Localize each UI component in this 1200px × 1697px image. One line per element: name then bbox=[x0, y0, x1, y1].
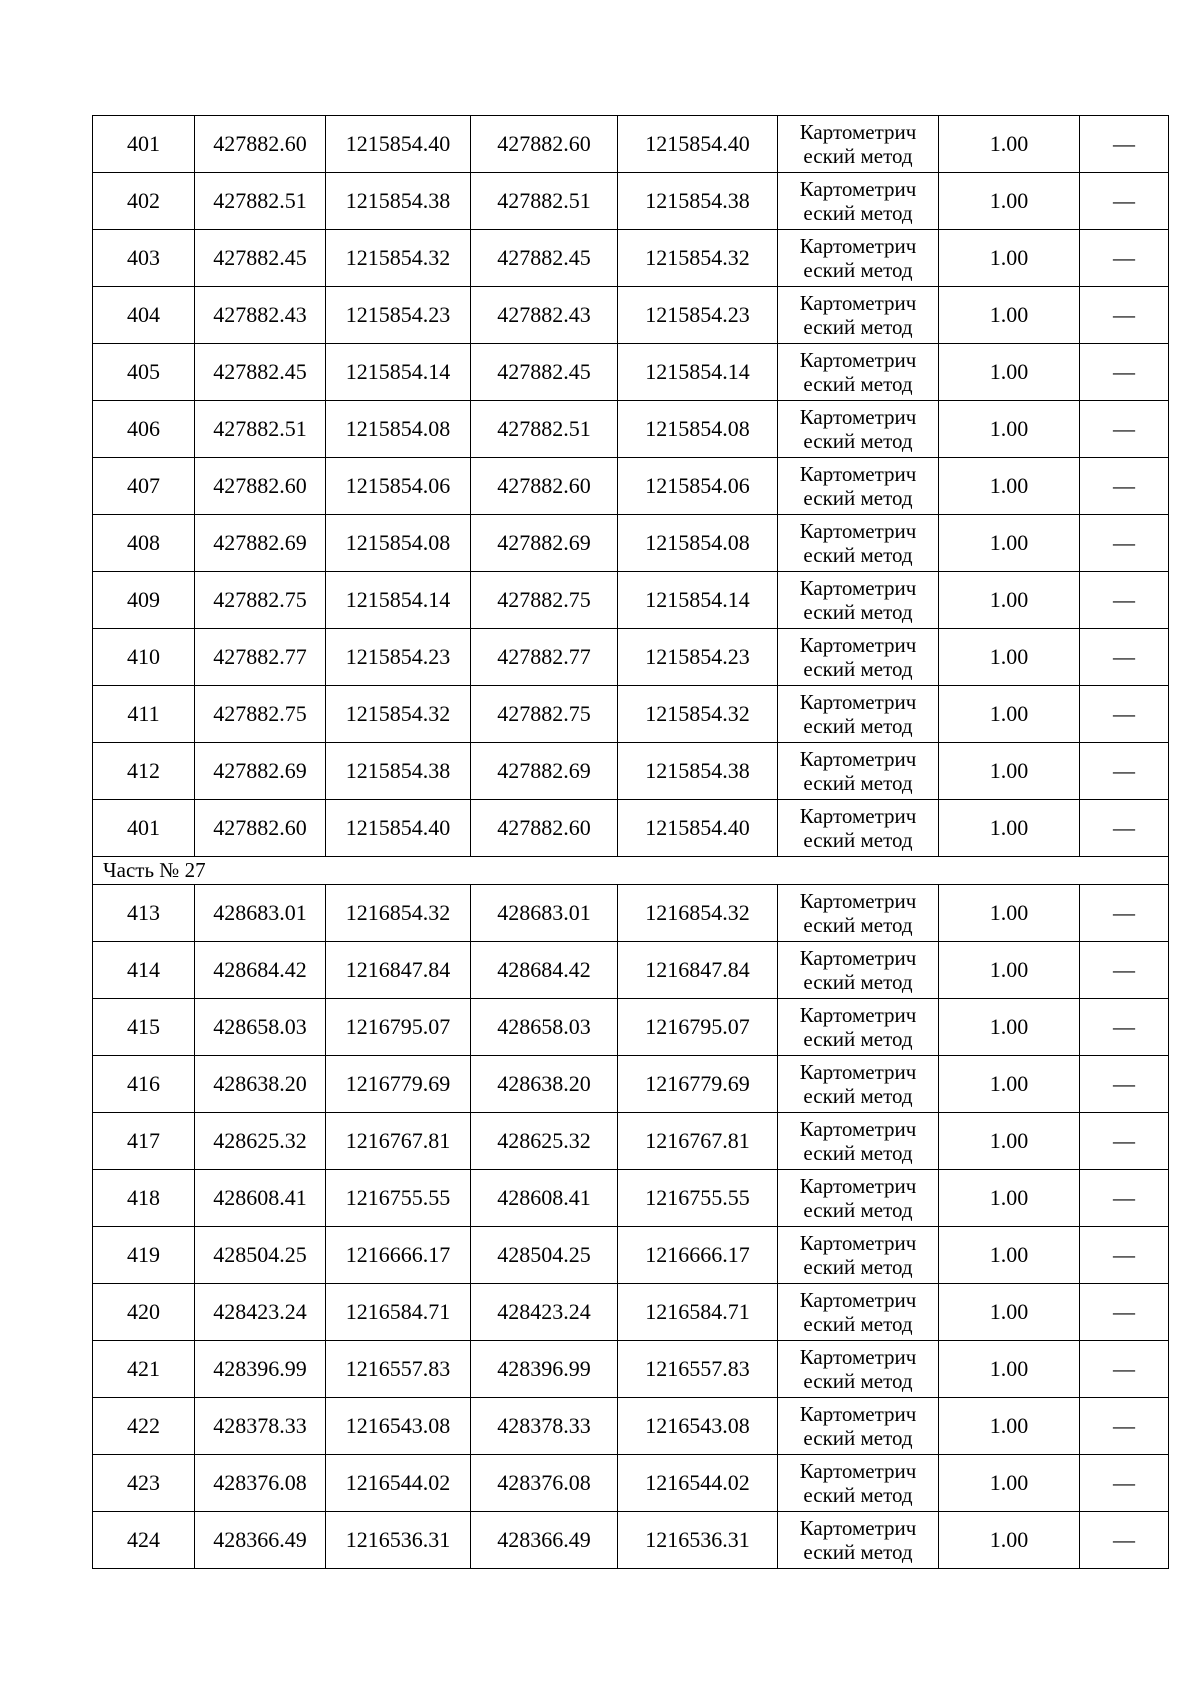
table-row bbox=[93, 1284, 1169, 1341]
dash-cell: — bbox=[1080, 1398, 1169, 1455]
point-number-cell: 421 bbox=[93, 1341, 195, 1398]
x-coordinate-cell: 427882.51 bbox=[471, 401, 618, 458]
section-label: Часть № 27 bbox=[93, 857, 1169, 885]
dash-cell: — bbox=[1080, 1227, 1169, 1284]
accuracy-cell: 1.00 bbox=[939, 1113, 1080, 1170]
method-cell: Картометрич еский метод bbox=[778, 572, 939, 629]
x-coordinate-cell: 427882.60 bbox=[195, 800, 326, 857]
x-coordinate-cell: 428684.42 bbox=[471, 942, 618, 999]
accuracy-cell: 1.00 bbox=[939, 230, 1080, 287]
method-cell: Картометрич еский метод bbox=[778, 344, 939, 401]
y-coordinate-cell: 1216795.07 bbox=[326, 999, 471, 1056]
table-row bbox=[93, 1512, 1169, 1569]
accuracy-cell: 1.00 bbox=[939, 743, 1080, 800]
x-coordinate-cell: 428504.25 bbox=[471, 1227, 618, 1284]
point-number-cell: 417 bbox=[93, 1113, 195, 1170]
accuracy-cell: 1.00 bbox=[939, 1341, 1080, 1398]
x-coordinate-cell: 428625.32 bbox=[471, 1113, 618, 1170]
method-cell: Картометрич еский метод bbox=[778, 116, 939, 173]
y-coordinate-cell: 1216584.71 bbox=[326, 1284, 471, 1341]
x-coordinate-cell: 427882.51 bbox=[195, 173, 326, 230]
dash-cell: — bbox=[1080, 287, 1169, 344]
dash-cell: — bbox=[1080, 401, 1169, 458]
point-number-cell: 423 bbox=[93, 1455, 195, 1512]
point-number-cell: 406 bbox=[93, 401, 195, 458]
accuracy-cell: 1.00 bbox=[939, 1284, 1080, 1341]
y-coordinate-cell: 1216854.32 bbox=[618, 885, 778, 942]
x-coordinate-cell: 428684.42 bbox=[195, 942, 326, 999]
y-coordinate-cell: 1215854.23 bbox=[326, 629, 471, 686]
method-cell: Картометрич еский метод bbox=[778, 743, 939, 800]
accuracy-cell: 1.00 bbox=[939, 800, 1080, 857]
x-coordinate-cell: 427882.60 bbox=[471, 800, 618, 857]
x-coordinate-cell: 427882.75 bbox=[195, 686, 326, 743]
x-coordinate-cell: 428625.32 bbox=[195, 1113, 326, 1170]
accuracy-cell: 1.00 bbox=[939, 629, 1080, 686]
x-coordinate-cell: 428396.99 bbox=[471, 1341, 618, 1398]
accuracy-cell: 1.00 bbox=[939, 1398, 1080, 1455]
y-coordinate-cell: 1216795.07 bbox=[618, 999, 778, 1056]
y-coordinate-cell: 1215854.40 bbox=[326, 116, 471, 173]
method-cell: Картометрич еский метод bbox=[778, 515, 939, 572]
x-coordinate-cell: 427882.69 bbox=[471, 515, 618, 572]
y-coordinate-cell: 1215854.08 bbox=[618, 401, 778, 458]
dash-cell: — bbox=[1080, 1455, 1169, 1512]
method-cell: Картометрич еский метод bbox=[778, 401, 939, 458]
method-cell: Картометрич еский метод bbox=[778, 1227, 939, 1284]
accuracy-cell: 1.00 bbox=[939, 1512, 1080, 1569]
accuracy-cell: 1.00 bbox=[939, 116, 1080, 173]
y-coordinate-cell: 1215854.14 bbox=[618, 344, 778, 401]
dash-cell: — bbox=[1080, 999, 1169, 1056]
point-number-cell: 403 bbox=[93, 230, 195, 287]
y-coordinate-cell: 1216543.08 bbox=[326, 1398, 471, 1455]
y-coordinate-cell: 1215854.40 bbox=[618, 116, 778, 173]
y-coordinate-cell: 1216755.55 bbox=[326, 1170, 471, 1227]
x-coordinate-cell: 428396.99 bbox=[195, 1341, 326, 1398]
y-coordinate-cell: 1216666.17 bbox=[326, 1227, 471, 1284]
x-coordinate-cell: 428608.41 bbox=[195, 1170, 326, 1227]
y-coordinate-cell: 1216557.83 bbox=[326, 1341, 471, 1398]
x-coordinate-cell: 427882.43 bbox=[195, 287, 326, 344]
y-coordinate-cell: 1216584.71 bbox=[618, 1284, 778, 1341]
y-coordinate-cell: 1215854.32 bbox=[618, 686, 778, 743]
table-row bbox=[93, 686, 1169, 743]
dash-cell: — bbox=[1080, 942, 1169, 999]
point-number-cell: 411 bbox=[93, 686, 195, 743]
dash-cell: — bbox=[1080, 686, 1169, 743]
method-cell: Картометрич еский метод bbox=[778, 686, 939, 743]
y-coordinate-cell: 1216536.31 bbox=[326, 1512, 471, 1569]
dash-cell: — bbox=[1080, 1512, 1169, 1569]
method-cell: Картометрич еский метод bbox=[778, 800, 939, 857]
y-coordinate-cell: 1216847.84 bbox=[618, 942, 778, 999]
method-cell: Картометрич еский метод bbox=[778, 1398, 939, 1455]
point-number-cell: 401 bbox=[93, 800, 195, 857]
accuracy-cell: 1.00 bbox=[939, 1170, 1080, 1227]
dash-cell: — bbox=[1080, 173, 1169, 230]
x-coordinate-cell: 427882.60 bbox=[471, 116, 618, 173]
y-coordinate-cell: 1215854.14 bbox=[326, 344, 471, 401]
method-cell: Картометрич еский метод bbox=[778, 173, 939, 230]
point-number-cell: 409 bbox=[93, 572, 195, 629]
x-coordinate-cell: 428638.20 bbox=[195, 1056, 326, 1113]
table-row bbox=[93, 1170, 1169, 1227]
x-coordinate-cell: 427882.69 bbox=[471, 743, 618, 800]
x-coordinate-cell: 427882.45 bbox=[195, 230, 326, 287]
table-row bbox=[93, 572, 1169, 629]
x-coordinate-cell: 427882.43 bbox=[471, 287, 618, 344]
dash-cell: — bbox=[1080, 1284, 1169, 1341]
dash-cell: — bbox=[1080, 230, 1169, 287]
table-row bbox=[93, 800, 1169, 857]
x-coordinate-cell: 428504.25 bbox=[195, 1227, 326, 1284]
table-row bbox=[93, 1455, 1169, 1512]
method-cell: Картометрич еский метод bbox=[778, 629, 939, 686]
table-row bbox=[93, 287, 1169, 344]
table-row bbox=[93, 1341, 1169, 1398]
y-coordinate-cell: 1215854.38 bbox=[618, 743, 778, 800]
y-coordinate-cell: 1216544.02 bbox=[326, 1455, 471, 1512]
table-row bbox=[93, 515, 1169, 572]
accuracy-cell: 1.00 bbox=[939, 942, 1080, 999]
dash-cell: — bbox=[1080, 629, 1169, 686]
y-coordinate-cell: 1215854.08 bbox=[326, 401, 471, 458]
table-row bbox=[93, 401, 1169, 458]
dash-cell: — bbox=[1080, 800, 1169, 857]
point-number-cell: 412 bbox=[93, 743, 195, 800]
table-row bbox=[93, 230, 1169, 287]
method-cell: Картометрич еский метод bbox=[778, 1512, 939, 1569]
y-coordinate-cell: 1216779.69 bbox=[326, 1056, 471, 1113]
x-coordinate-cell: 427882.60 bbox=[195, 116, 326, 173]
method-cell: Картометрич еский метод bbox=[778, 287, 939, 344]
x-coordinate-cell: 427882.60 bbox=[195, 458, 326, 515]
accuracy-cell: 1.00 bbox=[939, 999, 1080, 1056]
table-row bbox=[93, 1056, 1169, 1113]
x-coordinate-cell: 427882.45 bbox=[471, 230, 618, 287]
y-coordinate-cell: 1216557.83 bbox=[618, 1341, 778, 1398]
dash-cell: — bbox=[1080, 1341, 1169, 1398]
y-coordinate-cell: 1216544.02 bbox=[618, 1455, 778, 1512]
coordinates-table-body bbox=[93, 116, 1169, 1569]
accuracy-cell: 1.00 bbox=[939, 344, 1080, 401]
table-row bbox=[93, 942, 1169, 999]
table-row bbox=[93, 743, 1169, 800]
x-coordinate-cell: 427882.77 bbox=[471, 629, 618, 686]
y-coordinate-cell: 1215854.14 bbox=[326, 572, 471, 629]
point-number-cell: 415 bbox=[93, 999, 195, 1056]
x-coordinate-cell: 427882.75 bbox=[195, 572, 326, 629]
accuracy-cell: 1.00 bbox=[939, 1056, 1080, 1113]
y-coordinate-cell: 1215854.23 bbox=[618, 287, 778, 344]
accuracy-cell: 1.00 bbox=[939, 1455, 1080, 1512]
table-row bbox=[93, 1398, 1169, 1455]
accuracy-cell: 1.00 bbox=[939, 173, 1080, 230]
point-number-cell: 404 bbox=[93, 287, 195, 344]
point-number-cell: 418 bbox=[93, 1170, 195, 1227]
x-coordinate-cell: 427882.45 bbox=[471, 344, 618, 401]
x-coordinate-cell: 428658.03 bbox=[471, 999, 618, 1056]
x-coordinate-cell: 428608.41 bbox=[471, 1170, 618, 1227]
section-header-row bbox=[93, 857, 1169, 885]
point-number-cell: 405 bbox=[93, 344, 195, 401]
point-number-cell: 422 bbox=[93, 1398, 195, 1455]
point-number-cell: 420 bbox=[93, 1284, 195, 1341]
method-cell: Картометрич еский метод bbox=[778, 1455, 939, 1512]
x-coordinate-cell: 427882.51 bbox=[195, 401, 326, 458]
dash-cell: — bbox=[1080, 1056, 1169, 1113]
dash-cell: — bbox=[1080, 515, 1169, 572]
dash-cell: — bbox=[1080, 572, 1169, 629]
x-coordinate-cell: 427882.60 bbox=[471, 458, 618, 515]
table-row bbox=[93, 173, 1169, 230]
dash-cell: — bbox=[1080, 743, 1169, 800]
dash-cell: — bbox=[1080, 1170, 1169, 1227]
x-coordinate-cell: 427882.77 bbox=[195, 629, 326, 686]
y-coordinate-cell: 1215854.06 bbox=[618, 458, 778, 515]
x-coordinate-cell: 428683.01 bbox=[471, 885, 618, 942]
y-coordinate-cell: 1215854.32 bbox=[326, 686, 471, 743]
y-coordinate-cell: 1215854.06 bbox=[326, 458, 471, 515]
y-coordinate-cell: 1215854.38 bbox=[618, 173, 778, 230]
x-coordinate-cell: 428683.01 bbox=[195, 885, 326, 942]
x-coordinate-cell: 428423.24 bbox=[195, 1284, 326, 1341]
accuracy-cell: 1.00 bbox=[939, 885, 1080, 942]
y-coordinate-cell: 1216666.17 bbox=[618, 1227, 778, 1284]
method-cell: Картометрич еский метод bbox=[778, 230, 939, 287]
y-coordinate-cell: 1216543.08 bbox=[618, 1398, 778, 1455]
method-cell: Картометрич еский метод bbox=[778, 1284, 939, 1341]
accuracy-cell: 1.00 bbox=[939, 572, 1080, 629]
table-row bbox=[93, 344, 1169, 401]
accuracy-cell: 1.00 bbox=[939, 686, 1080, 743]
accuracy-cell: 1.00 bbox=[939, 401, 1080, 458]
y-coordinate-cell: 1215854.40 bbox=[326, 800, 471, 857]
coordinates-table bbox=[92, 115, 1169, 1569]
y-coordinate-cell: 1215854.08 bbox=[618, 515, 778, 572]
y-coordinate-cell: 1215854.23 bbox=[618, 629, 778, 686]
point-number-cell: 402 bbox=[93, 173, 195, 230]
dash-cell: — bbox=[1080, 1113, 1169, 1170]
point-number-cell: 401 bbox=[93, 116, 195, 173]
accuracy-cell: 1.00 bbox=[939, 458, 1080, 515]
y-coordinate-cell: 1216755.55 bbox=[618, 1170, 778, 1227]
x-coordinate-cell: 427882.69 bbox=[195, 743, 326, 800]
point-number-cell: 413 bbox=[93, 885, 195, 942]
method-cell: Картометрич еский метод bbox=[778, 885, 939, 942]
x-coordinate-cell: 427882.45 bbox=[195, 344, 326, 401]
y-coordinate-cell: 1215854.32 bbox=[326, 230, 471, 287]
x-coordinate-cell: 428658.03 bbox=[195, 999, 326, 1056]
method-cell: Картометрич еский метод bbox=[778, 942, 939, 999]
dash-cell: — bbox=[1080, 116, 1169, 173]
x-coordinate-cell: 428638.20 bbox=[471, 1056, 618, 1113]
y-coordinate-cell: 1215854.38 bbox=[326, 173, 471, 230]
x-coordinate-cell: 427882.69 bbox=[195, 515, 326, 572]
method-cell: Картометрич еский метод bbox=[778, 1341, 939, 1398]
x-coordinate-cell: 428423.24 bbox=[471, 1284, 618, 1341]
accuracy-cell: 1.00 bbox=[939, 287, 1080, 344]
x-coordinate-cell: 427882.75 bbox=[471, 572, 618, 629]
method-cell: Картометрич еский метод bbox=[778, 1113, 939, 1170]
y-coordinate-cell: 1216767.81 bbox=[618, 1113, 778, 1170]
point-number-cell: 414 bbox=[93, 942, 195, 999]
table-row bbox=[93, 885, 1169, 942]
x-coordinate-cell: 428378.33 bbox=[471, 1398, 618, 1455]
accuracy-cell: 1.00 bbox=[939, 1227, 1080, 1284]
dash-cell: — bbox=[1080, 344, 1169, 401]
x-coordinate-cell: 428366.49 bbox=[471, 1512, 618, 1569]
point-number-cell: 410 bbox=[93, 629, 195, 686]
point-number-cell: 407 bbox=[93, 458, 195, 515]
x-coordinate-cell: 427882.75 bbox=[471, 686, 618, 743]
y-coordinate-cell: 1215854.32 bbox=[618, 230, 778, 287]
method-cell: Картометрич еский метод bbox=[778, 1170, 939, 1227]
method-cell: Картометрич еский метод bbox=[778, 458, 939, 515]
table-row bbox=[93, 1227, 1169, 1284]
y-coordinate-cell: 1216779.69 bbox=[618, 1056, 778, 1113]
table-row bbox=[93, 629, 1169, 686]
table-row bbox=[93, 116, 1169, 173]
y-coordinate-cell: 1215854.14 bbox=[618, 572, 778, 629]
y-coordinate-cell: 1216854.32 bbox=[326, 885, 471, 942]
point-number-cell: 408 bbox=[93, 515, 195, 572]
point-number-cell: 419 bbox=[93, 1227, 195, 1284]
y-coordinate-cell: 1215854.38 bbox=[326, 743, 471, 800]
y-coordinate-cell: 1215854.40 bbox=[618, 800, 778, 857]
method-cell: Картометрич еский метод bbox=[778, 1056, 939, 1113]
y-coordinate-cell: 1215854.23 bbox=[326, 287, 471, 344]
x-coordinate-cell: 428378.33 bbox=[195, 1398, 326, 1455]
point-number-cell: 416 bbox=[93, 1056, 195, 1113]
y-coordinate-cell: 1216847.84 bbox=[326, 942, 471, 999]
y-coordinate-cell: 1216767.81 bbox=[326, 1113, 471, 1170]
y-coordinate-cell: 1215854.08 bbox=[326, 515, 471, 572]
x-coordinate-cell: 428376.08 bbox=[195, 1455, 326, 1512]
table-row bbox=[93, 458, 1169, 515]
x-coordinate-cell: 428366.49 bbox=[195, 1512, 326, 1569]
point-number-cell: 424 bbox=[93, 1512, 195, 1569]
table-row bbox=[93, 999, 1169, 1056]
accuracy-cell: 1.00 bbox=[939, 515, 1080, 572]
dash-cell: — bbox=[1080, 458, 1169, 515]
dash-cell: — bbox=[1080, 885, 1169, 942]
method-cell: Картометрич еский метод bbox=[778, 999, 939, 1056]
x-coordinate-cell: 428376.08 bbox=[471, 1455, 618, 1512]
table-row bbox=[93, 1113, 1169, 1170]
x-coordinate-cell: 427882.51 bbox=[471, 173, 618, 230]
y-coordinate-cell: 1216536.31 bbox=[618, 1512, 778, 1569]
